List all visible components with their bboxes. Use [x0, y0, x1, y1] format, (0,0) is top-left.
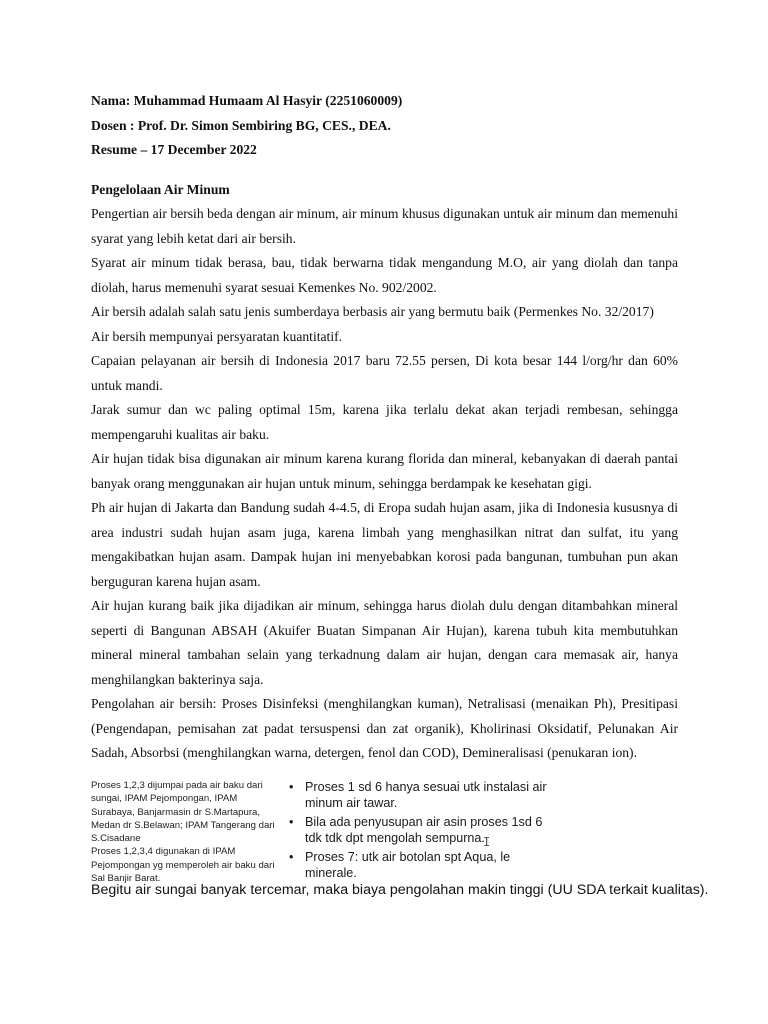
- list-item-text: Proses 7: utk air botolan spt Aqua, le minerale.: [305, 850, 511, 880]
- paragraph: Syarat air minum tidak berasa, bau, tidak berwarna tidak mengandung M.O, air yang diolah dan tanpa diolah, harus memenuhi syarat sesuai Kemenkes No. 902/2002.: [91, 255, 678, 295]
- section-title: Pengelolaan Air Minum: [91, 181, 230, 197]
- bullet-icon: •: [289, 780, 294, 794]
- list-item: [287, 780, 549, 811]
- process-note: Proses 1,2,3,4 digunakan di IPAM Pejompongan yg memperoleh air baku dari Sal Banjir Barat.: [91, 846, 275, 885]
- student-name-line: Nama: Muhammad Humaam Al Hasyir (2251060009): [91, 93, 403, 108]
- list-item-text: Bila ada penyusupan air asin proses 1sd 6 tdk tdk dpt mengolah sempurna.: [305, 815, 543, 845]
- paragraph: Air bersih mempunyai persyaratan kuantitatif.: [91, 328, 343, 344]
- list-item: [287, 850, 549, 881]
- paragraph: Pengertian air bersih beda dengan air minum, air minum khusus digunakan untuk air minum dan memenuhi syarat yang lebih ketat dari air bersih.: [91, 206, 678, 246]
- paragraph: Capaian pelayanan air bersih di Indonesia 2017 baru 72.55 persen, Di kota besar 144 l/org/hr dan 60% untuk mandi.: [91, 353, 678, 393]
- list-item-text: Proses 1 sd 6 hanya sesuai utk instalasi air minum air tawar.: [305, 780, 547, 810]
- bullet-icon: •: [289, 850, 294, 864]
- lecturer-line: Dosen : Prof. Dr. Simon Sembiring BG, CES., DEA.: [91, 117, 391, 133]
- process-note: Proses 1,2,3 dijumpai pada air baku dari sungai, IPAM Pejompongan, IPAM Surabaya, Banjarmasin dr S.Martapura, Medan dr S.Belawan; IPAM Tangerang dari S.Cisadane: [91, 780, 275, 845]
- paragraph: Jarak sumur dan wc paling optimal 15m, karena jika terlalu dekat akan terjadi rembesan, sehingga mempengaruhi kualitas air baku.: [91, 402, 678, 442]
- bullet-icon: •: [289, 815, 294, 829]
- paragraph: Air bersih adalah salah satu jenis sumberdaya berbasis air yang bermutu baik (Permenkes No. 32/2017): [91, 304, 654, 319]
- process-bullet-list: [287, 780, 549, 885]
- process-notes: [91, 779, 281, 885]
- document-body: [91, 89, 678, 766]
- resume-date-line: Resume – 17 December 2022: [91, 142, 257, 157]
- paragraph: Air hujan tidak bisa digunakan air minum karena kurang florida dan mineral, kebanyakan di daerah pantai banyak orang menggunakan air hujan untuk minum, sehingga berdampak ke kesehatan gigi.: [91, 451, 678, 491]
- paragraph: Air hujan kurang baik jika dijadikan air minum, sehingga harus diolah dulu dengan ditambahkan mineral seperti di Bangunan ABSAH (Akuifer Buatan Simpanan Air Hujan), karena tubuh kita membutuhkan mineral mineral tambahan selain yang terkadnung dalam air hujan, dengan cara memasak air, hanya menghilangkan bakterinya saja.: [91, 598, 678, 687]
- list-item: [287, 815, 549, 846]
- embedded-slide-excerpt: [91, 779, 547, 885]
- paragraph: Ph air hujan di Jakarta dan Bandung sudah 4-4.5, di Eropa sudah hujan asam, jika di Indonesia kususnya di area industri sudah hujan asam juga, karena limbah yang menghasilkan nitrat dan sulfat, itu yang mengakibatkan hujan asam. Dampak hujan ini menyebabkan korosi pada bangunan, tumbuhan pun akan berguguran karena hujan asam.: [91, 500, 678, 589]
- text-cursor-icon: I: [483, 835, 491, 849]
- paragraph: Pengolahan air bersih: Proses Disinfeksi (menghilangkan kuman), Netralisasi (menaikan Ph), Presitipasi (Pengendapan, pemisahan zat padat tersuspensi dan zat organik), Kholirinasi Oksidatif, Pelunakan Air Sadah, Absorbsi (menghilangkan warna, detergen, fenol dan COD), Demineralisasi (penukaran ion).: [91, 696, 678, 760]
- closing-statement: Begitu air sungai banyak tercemar, maka biaya pengolahan makin tinggi (UU SDA terkait kualitas).: [91, 882, 709, 898]
